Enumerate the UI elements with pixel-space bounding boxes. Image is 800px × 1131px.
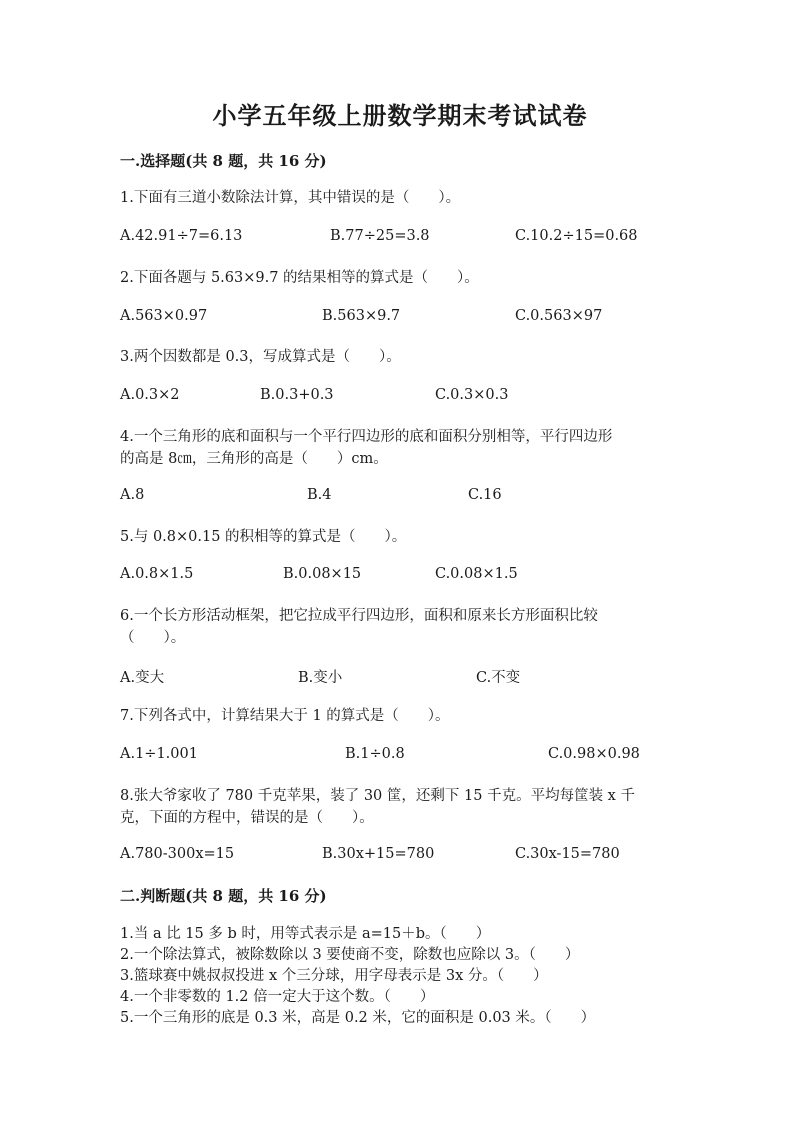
question-6-line-2: （ ）。 [120,630,186,646]
judgement-item-5: 5.一个三角形的底是 0.3 米，高是 0.2 米，它的面积是 0.03 米。（ ） [120,1010,596,1026]
q2-option-b: B.563×9.7 [322,308,401,324]
question-4-line-1: 4.一个三角形的底和面积与一个平行四边形的底和面积分别相等，平行四边形 [120,429,613,445]
section-heading-multiple-choice: 一.选择题(共 8 题，共 16 分) [120,152,327,170]
question-5: 5.与 0.8×0.15 的积相等的算式是（ ）。 [120,529,407,545]
judgement-item-1: 1.当 a 比 15 多 b 时，用等式表示是 a=15＋b。（ ） [120,926,491,942]
q7-option-c: C.0.98×0.98 [548,746,640,762]
q8-option-b: B.30x+15=780 [322,846,435,862]
q5-option-b: B.0.08×15 [283,566,362,582]
q7-option-b: B.1÷0.8 [345,746,405,762]
question-4-line-2: 的高是 8㎝，三角形的高是（ ）cm。 [120,451,388,467]
judgement-item-3: 3.篮球赛中姚叔叔投进 x 个三分球，用字母表示是 3x 分。（ ） [120,968,548,984]
judgement-item-2: 2.一个除法算式，被除数除以 3 要使商不变，除数也应除以 3。（ ） [120,947,580,963]
q1-option-a: A.42.91÷7=6.13 [120,228,243,244]
q1-option-b: B.77÷25=3.8 [330,228,430,244]
judgement-item-4: 4.一个非零数的 1.2 倍一定大于这个数。（ ） [120,989,435,1005]
question-3: 3.两个因数都是 0.3，写成算式是（ ）。 [120,349,401,365]
q6-option-b: B.变小 [298,670,343,686]
q8-option-a: A.780-300x=15 [120,846,235,862]
question-6-line-1: 6.一个长方形活动框架，把它拉成平行四边形，面积和原来长方形面积比较 [120,608,598,624]
question-8-line-1: 8.张大爷家收了 780 千克苹果，装了 30 筐，还剩下 15 千克。平均每筐装 x 千 [120,788,635,804]
exam-title: 小学五年级上册数学期末考试试卷 [212,101,588,130]
q2-option-a: A.563×0.97 [120,308,208,324]
q3-option-c: C.0.3×0.3 [435,387,509,403]
question-7: 7.下列各式中，计算结果大于 1 的算式是（ ）。 [120,708,450,724]
question-1: 1.下面有三道小数除法计算，其中错误的是（ ）。 [120,190,461,206]
q8-option-c: C.30x-15=780 [515,846,620,862]
q7-option-a: A.1÷1.001 [120,746,198,762]
question-2: 2.下面各题与 5.63×9.7 的结果相等的算式是（ ）。 [120,270,479,286]
section-heading-true-false: 二.判断题(共 8 题，共 16 分) [120,887,327,905]
q2-option-c: C.0.563×97 [515,308,603,324]
q5-option-c: C.0.08×1.5 [435,566,518,582]
q3-option-a: A.0.3×2 [120,387,180,403]
q5-option-a: A.0.8×1.5 [120,566,194,582]
question-8-line-2: 克，下面的方程中，错误的是（ ）。 [120,810,374,826]
q4-option-a: A.8 [120,487,145,503]
q4-option-c: C.16 [468,487,502,503]
q3-option-b: B.0.3+0.3 [260,387,334,403]
q1-option-c: C.10.2÷15=0.68 [515,228,638,244]
q6-option-a: A.变大 [120,670,165,686]
q6-option-c: C.不变 [476,670,521,686]
q4-option-b: B.4 [307,487,332,503]
